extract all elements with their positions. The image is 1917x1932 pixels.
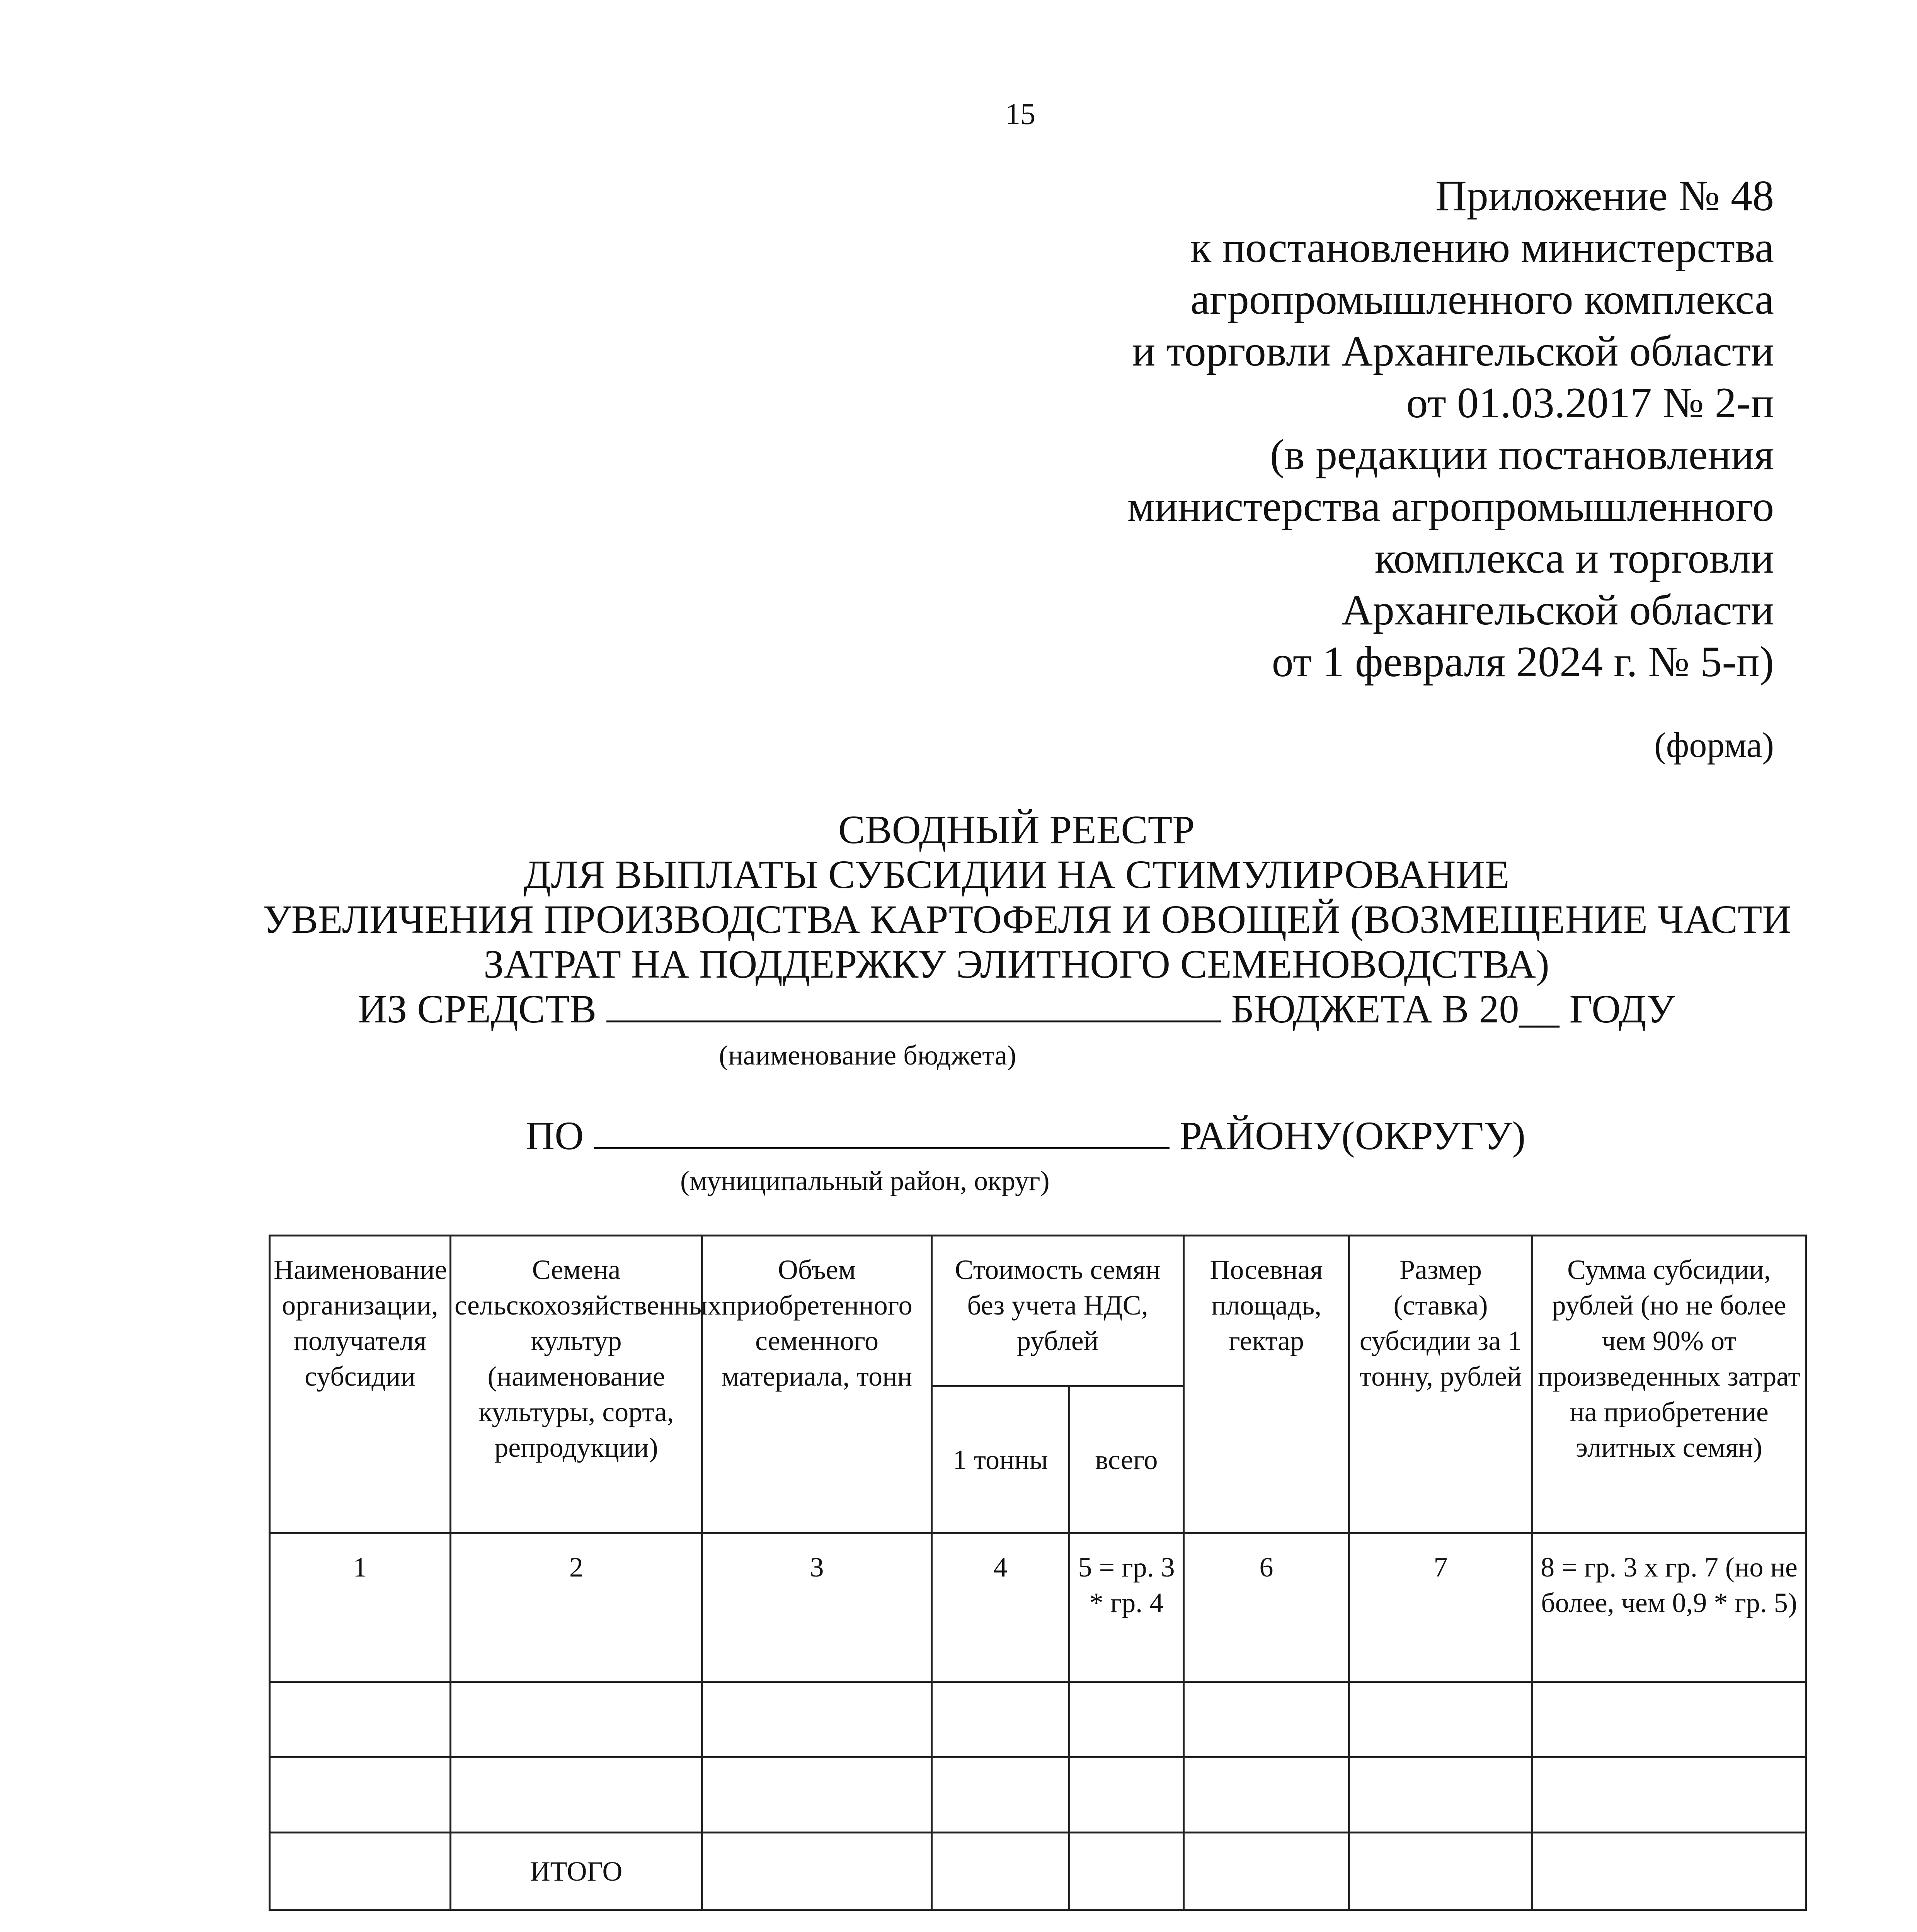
header-cost-per-ton: 1 тонны <box>932 1386 1069 1533</box>
total-row <box>270 1833 1806 1910</box>
column-number: 8 = гр. 3 x гр. 7 (но не более, чем 0,9 * гр. 5) <box>1532 1533 1806 1682</box>
table-cell[interactable] <box>270 1833 451 1910</box>
column-number: 5 = гр. 3 * гр. 4 <box>1069 1533 1184 1682</box>
header-line: Приложение № 48 <box>1435 172 1774 220</box>
column-number-row <box>270 1533 1806 1682</box>
district-prefix: ПО <box>526 1114 584 1158</box>
total-label: ИТОГО <box>451 1833 702 1910</box>
budget-prefix: ИЗ СРЕДСТВ <box>358 987 597 1031</box>
table-cell[interactable] <box>451 1682 702 1757</box>
header-line: и торговли Архангельской области <box>1132 327 1774 375</box>
header-line: министерства агропромышленного <box>1127 483 1774 531</box>
header-line: комплекса и торговли <box>1374 534 1774 582</box>
header-organization: Наименование организации, получателя субсидии <box>270 1236 451 1533</box>
table-cell[interactable] <box>1349 1757 1532 1833</box>
table-row <box>270 1757 1806 1833</box>
registry-table <box>269 1235 1807 1911</box>
table-cell[interactable] <box>270 1757 451 1833</box>
column-number: 6 <box>1184 1533 1349 1682</box>
title-line-budget <box>263 987 1770 1032</box>
table-cell[interactable] <box>702 1833 932 1910</box>
title-line: УВЕЛИЧЕНИЯ ПРОИЗВОДСТВА КАРТОФЕЛЯ И ОВОЩЕЙ (ВОЗМЕЩЕНИЕ ЧАСТИ <box>263 897 1791 942</box>
district-hint: (муниципальный район, округ) <box>680 1165 1050 1196</box>
page-number: 15 <box>1005 97 1035 131</box>
header-subsidy-sum: Сумма субсидии, рублей (но не более чем 90% от произведенных затрат на приобретение элитных семян) <box>1532 1236 1806 1533</box>
table-cell[interactable] <box>1532 1833 1806 1910</box>
table-cell[interactable] <box>1532 1757 1806 1833</box>
table-cell[interactable] <box>1349 1833 1532 1910</box>
table-cell[interactable] <box>932 1757 1069 1833</box>
header-line: от 01.03.2017 № 2-п <box>1406 379 1774 427</box>
column-number: 7 <box>1349 1533 1532 1682</box>
table-cell[interactable] <box>932 1682 1069 1757</box>
table-cell[interactable] <box>1069 1682 1184 1757</box>
table-cell[interactable] <box>1184 1682 1349 1757</box>
header-seeds: Семена сельскохозяйственных культур (наименование культуры, сорта, репродукции) <box>451 1236 702 1533</box>
table-cell[interactable] <box>1069 1757 1184 1833</box>
document-title <box>263 808 1791 1032</box>
table-cell[interactable] <box>270 1682 451 1757</box>
table-cell[interactable] <box>1184 1757 1349 1833</box>
budget-name-blank[interactable] <box>606 1017 1221 1022</box>
budget-hint: (наименование бюджета) <box>719 1040 1016 1071</box>
table-cell[interactable] <box>451 1757 702 1833</box>
table-cell[interactable] <box>702 1757 932 1833</box>
header-line: (в редакции постановления <box>1270 431 1774 479</box>
table-cell[interactable] <box>932 1833 1069 1910</box>
table-cell[interactable] <box>1069 1833 1184 1910</box>
header-line: агропромышленного комплекса <box>1190 276 1774 323</box>
column-number: 2 <box>451 1533 702 1682</box>
title-line: ЗАТРАТ НА ПОДДЕРЖКУ ЭЛИТНОГО СЕМЕНОВОДСТВА) <box>484 942 1549 986</box>
header-volume: Объем приобретенного семенного материала, тонн <box>702 1236 932 1533</box>
table-header-row <box>270 1236 1806 1386</box>
title-line: СВОДНЫЙ РЕЕСТР <box>838 808 1195 852</box>
header-cost: Стоимость семян без учета НДС, рублей <box>932 1236 1184 1386</box>
budget-suffix: БЮДЖЕТА В 20__ ГОДУ <box>1231 987 1675 1031</box>
table-row <box>270 1682 1806 1757</box>
appendix-header <box>924 170 1774 688</box>
form-label: (форма) <box>1654 725 1774 765</box>
header-area: Посевная площадь, гектар <box>1184 1236 1349 1533</box>
column-number: 1 <box>270 1533 451 1682</box>
district-name-blank[interactable] <box>594 1143 1170 1149</box>
table-cell[interactable] <box>702 1682 932 1757</box>
district-line <box>526 1113 1525 1159</box>
district-suffix: РАЙОНУ(ОКРУГУ) <box>1180 1114 1526 1158</box>
table-cell[interactable] <box>1349 1682 1532 1757</box>
table-cell[interactable] <box>1184 1833 1349 1910</box>
header-cost-total: всего <box>1069 1386 1184 1533</box>
table-cell[interactable] <box>1532 1682 1806 1757</box>
column-number: 4 <box>932 1533 1069 1682</box>
header-line: к постановлению министерства <box>1190 224 1774 272</box>
column-number: 3 <box>702 1533 932 1682</box>
header-line: Архангельской области <box>1342 586 1774 634</box>
title-line: ДЛЯ ВЫПЛАТЫ СУБСИДИИ НА СТИМУЛИРОВАНИЕ <box>523 852 1510 897</box>
header-line: от 1 февраля 2024 г. № 5-п) <box>1272 638 1774 686</box>
header-rate: Размер (ставка) субсидии за 1 тонну, рублей <box>1349 1236 1532 1533</box>
